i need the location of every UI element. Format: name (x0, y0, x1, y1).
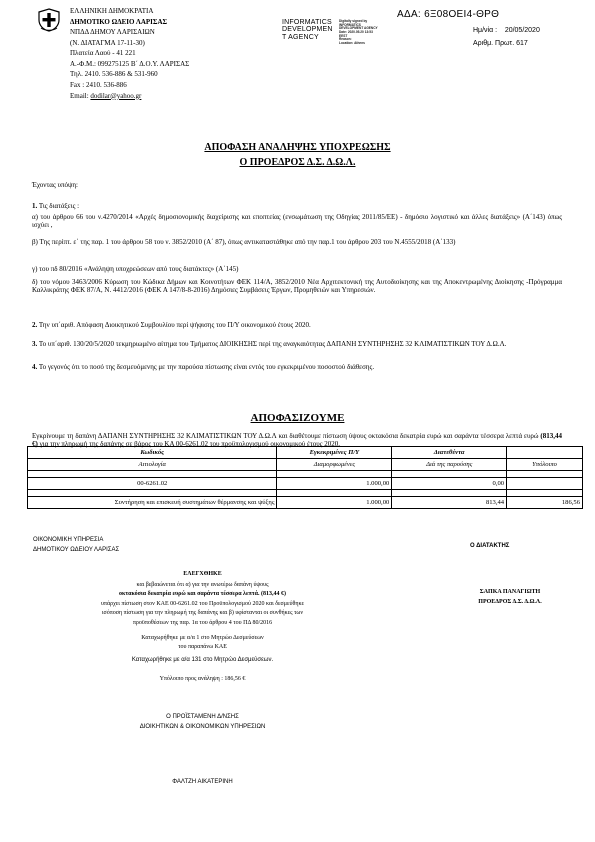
register-line-3: Καταχωρήθηκε με α/α 131 στο Μητρώο Δεσμεύσεων. (131, 657, 274, 664)
approval-text-pre: Εγκρίνουμε τη δαπάνη ΔΑΠΑΝΗ ΣΥΝΤΗΡΗΣΗΣ 32 ΚΛΙΜΑΤΙΣΤΙΚΩΝ ΤΟΥ Δ.Ω.Λ και διαθέτουμε πίστωση ύψους οκτακόσια δεκατρία ευρώ και σαράντα τέσσερα λεπτά ευρώ (32, 432, 539, 440)
agency-name-line-1: INFORMATICS (282, 19, 332, 26)
decision-heading: ΑΠΟΦΑΣΙΖΟΥΜΕ (250, 412, 345, 424)
date-value: 20/05/2020 (504, 27, 540, 34)
table-header-row-2 (28, 459, 583, 471)
section-2-number: 2. (32, 321, 38, 329)
signature-detail-3: DEVELOPMENT AGENCY (339, 26, 378, 31)
protocol-row (473, 40, 540, 48)
cell-description: Συντήρηση και επισκευή συστημάτων θέρμανσης και ψύξης (28, 497, 277, 509)
section-1-heading (32, 202, 562, 210)
cell-balance (507, 478, 583, 490)
approval-amount: (813,44 €) (32, 432, 563, 449)
section-1-item-a: α) του άρθρου 66 του ν.4270/2014 «Αρχές δημοσιονομικής διαχείρισης και εποπτείας (ενσωμάτωση της Οδηγίας 2011/85/ΕΕ) - δημόσιο λογιστικό και άλλες διατάξεις» (Α΄143) όπως ισχύει , (32, 213, 562, 230)
financial-service-line-2: ΔΗΜΟΤΙΚΟΥ ΩΔΕΙΟΥ ΛΑΡΙΣΑΣ (33, 546, 120, 553)
table-row (28, 478, 583, 490)
section-3-number: 3. (32, 340, 38, 348)
col-header-reason: Αιτιολογία (28, 459, 277, 471)
ada-code: ΑΔΑ: 6Ξ08ΟΕΙ4-ΘΡΘ (397, 9, 500, 20)
section-2-text: Την υπ΄αριθ. Απόφαση Διοικητικού Συμβουλίου περί ψήφισης του Π/Υ οικονομικού έτους 2020. (38, 321, 311, 329)
col-header-approved: Εγκεκριμένες Π/Υ (277, 447, 392, 459)
manager-block (80, 714, 325, 734)
agency-name-line-2: DEVELOPMEN (282, 26, 333, 34)
considering-label: Έχοντας υπόψη: (32, 181, 78, 189)
cell-current-amount: 813,44 (392, 497, 507, 509)
check-line-4: ισόποση πίστωση για την πληρωμή της δαπάνης και β) υφίστανται οι συνθήκες των (101, 610, 304, 617)
issuer-header (70, 7, 270, 102)
section-3-text: Το υπ΄αριθ. 130/20/5/2020 τεκμηριωμένο αίτημα του Τμήματος ΔΙΟΙΚΗΣΗΣ περί της αναγκαιότητας ΔΑΠΑΝΗ ΣΥΝΤΗΡΗΣΗΣ 32 ΚΛΙΜΑΤΙΣΤΙΚΩΝ ΤΟΥ Δ.Ω.Λ. (38, 340, 507, 348)
remaining-balance-line: Υπόλοιπο προς ανάληψη : 186,56 € (159, 675, 246, 682)
col-header-balance: Υπόλοιπο (507, 459, 583, 471)
section-3 (32, 340, 562, 348)
section-4 (32, 363, 562, 371)
digital-signature-stamp (282, 19, 397, 46)
header-line-phone: Τηλ. 2410. 536-886 & 531-960 (70, 70, 158, 79)
budget-table (27, 446, 583, 509)
section-1-item-b: β) Της περίπτ. ε΄ της παρ. 1 του άρθρου 58 του ν. 3852/2010 (Α΄ 87), όπως αντικαταστάθηκε από την παρ.1 του άρθρου 203 του Ν.4555/2018 (Α΄133) (32, 238, 456, 246)
cell-adjusted-amount: 1.000,00 (277, 497, 392, 509)
check-line-1: και βεβαιώνεται ότι α) για την ανωτέρω δαπάνη ύψους (136, 581, 269, 588)
signature-detail-4: Date: 2020.05.20 13:53 (339, 30, 373, 35)
col-header-adjusted: Διαμορφωμένες (277, 459, 392, 471)
header-line-address: Πλατεία Λαού - 41 221 (70, 49, 136, 58)
col-header-current: Διά της παρούσης (392, 459, 507, 471)
manager-line-2: ΔΙΟΙΚΗΤΙΚΩΝ & ΟΙΚΟΝΟΜΙΚΩΝ ΥΠΗΡΕΣΙΩΝ (139, 723, 266, 730)
date-row (473, 27, 540, 35)
signature-detail-1: Digitally signed by (339, 19, 368, 23)
section-4-number: 4. (32, 363, 38, 371)
document-title: ΑΠΟΦΑΣΗ ΑΝΑΛΗΨΗΣ ΥΠΟΧΡΕΩΣΗΣ (204, 142, 391, 153)
signature-detail-6: Reason: (339, 37, 352, 42)
director-name-line-2: ΠΡΟΕΔΡΟΣ Δ.Σ. Δ.Ω.Λ. (478, 598, 542, 605)
signature-detail-5: EEST (339, 33, 348, 38)
table-spacer-row (28, 490, 583, 497)
agency-name-line-3: T AGENCY (282, 33, 319, 41)
clerk-name: ΦΑΛΤΖΗ ΑΙΚΑΤΕΡΙΝΗ (172, 779, 233, 785)
email-label: Email: (70, 91, 89, 100)
cell-account-code: 00-6261.02 (28, 478, 277, 490)
header-line-republic: ΕΛΛΗΝΙΚΗ ΔΗΜΟΚΡΑΤΙΑ (70, 7, 154, 15)
director-label: Ο ΔΙΑΤΑΚΤΗΣ (470, 543, 510, 549)
signature-detail-2: INFORMATICS (339, 22, 361, 27)
header-line-decree: (Ν. ΔΙΑΤΑΓΜΑ 17-11-30) (70, 38, 145, 47)
manager-line-1: Ο ΠΡΟΪΣΤΑΜΕΝΗ Δ/ΝΣΗΣ (166, 714, 239, 720)
header-line-fax: Fax : 2410. 536-886 (70, 81, 127, 90)
email-link[interactable]: dodilar@yahoo.gr (90, 91, 142, 100)
section-1-item-d: δ) του νόμου 3463/2006 Κύρωση του Κώδικα Δήμων και Κοινοτήτων ΦΕΚ 114/Α, 3852/2010 Νέα Αρχιτεκτονική της Αυτοδιοίκησης και της Αποκεντρωμένης Διοίκησης -Πρόγραμμα Καλλικράτης ΦΕΚ 87/Α, Ν. 4412/2016 (ΦΕΚ Α 147/8-8-2016) Δημόσιες Συμβάσεις Έργων, Προμηθειών και Υπηρεσιών. (32, 278, 562, 295)
header-line-email (70, 92, 270, 100)
check-line-2: οκτακόσια δεκατρία ευρώ και σαράντα τέσσερα λεπτά. (813,44 €) (119, 591, 286, 598)
signature-detail-7: Location: Athens (339, 41, 365, 46)
greek-emblem-icon (38, 8, 60, 32)
col-header-empty (507, 447, 583, 459)
section-1-number: 1. (32, 202, 38, 210)
col-header-code: Κωδικός (28, 447, 277, 459)
header-line-legal-entity: ΝΠΔΔ ΔΗΜΟΥ ΛΑΡΙΣΑΙΩΝ (70, 28, 155, 37)
check-block (80, 571, 325, 685)
financial-service-line-1: ΟΙΚΟΝΟΜΙΚΗ ΥΠΗΡΕΣΙΑ (33, 537, 104, 543)
check-line-5: προϋποθέσεων της παρ. 1α του άρθρου 4 του ΠΔ 80/2016 (132, 619, 273, 626)
table-spacer-row (28, 471, 583, 478)
col-header-allocated: Διατεθέντα (392, 447, 507, 459)
director-name (470, 589, 550, 606)
register-line-1: Καταχωρήθηκε με α/α 1 στο Μητρώο Δεσμεύσεων (141, 634, 264, 641)
date-label: Ημ/νία : (473, 27, 498, 34)
protocol-value: 617 (516, 40, 528, 48)
document-subtitle: Ο ΠΡΟΕΔΡΟΣ Δ.Σ. Δ.Ω.Λ. (239, 157, 356, 168)
section-1-title: Τις διατάξεις : (38, 202, 80, 210)
section-4-text: Το γεγονός ότι το ποσό της δεσμευόμενης με την παρούσα πίστωσης είναι εντός του εγκεκριμένου ποσοστού διάθεσης. (38, 363, 375, 371)
approval-text-post: για την πληρωμή της δαπάνης σε βάρος του ΚΑ 00-6261.02 του προϋπολογισμού οικονομικού έτους 2020. (39, 440, 341, 449)
checked-heading: ΕΛΕΓΧΘΗΚΕ (183, 571, 222, 577)
header-line-conservatory: ΔΗΜΟΤΙΚΟ ΩΔΕΙΟ ΛΑΡΙΣΑΣ (70, 17, 168, 26)
register-line-2: του παραπάνω ΚΑΕ (178, 644, 227, 651)
section-2 (32, 321, 562, 329)
header-line-tax-id: Α.-Φ.Μ.: 099275125 Β΄ Δ.Ο.Υ. ΛΑΡΙΣΑΣ (70, 59, 190, 68)
table-row (28, 497, 583, 509)
financial-service (33, 537, 119, 554)
cell-remaining-balance: 186,56 (507, 497, 583, 509)
doc-meta (473, 27, 540, 54)
check-line-3: υπάρχει πίστωση στον ΚΑΕ 00-6261.02 του Προϋπολογισμού 2020 και δεσμεύθηκε (100, 600, 305, 607)
section-1-item-c: γ) του πδ 80/2016 «Ανάληψη υποχρεώσεων από τους διατάκτες» (Α΄145) (32, 265, 239, 273)
table-header-row-1 (28, 447, 583, 459)
protocol-label: Αριθμ. Πρωτ. (473, 40, 515, 48)
director-name-line-1: ΣΑΠΚΑ ΠΑΝΑΓΙΩΤΗ (479, 589, 541, 595)
cell-allocated-amount: 0,00 (392, 478, 507, 490)
cell-approved-amount: 1.000,00 (277, 478, 392, 490)
